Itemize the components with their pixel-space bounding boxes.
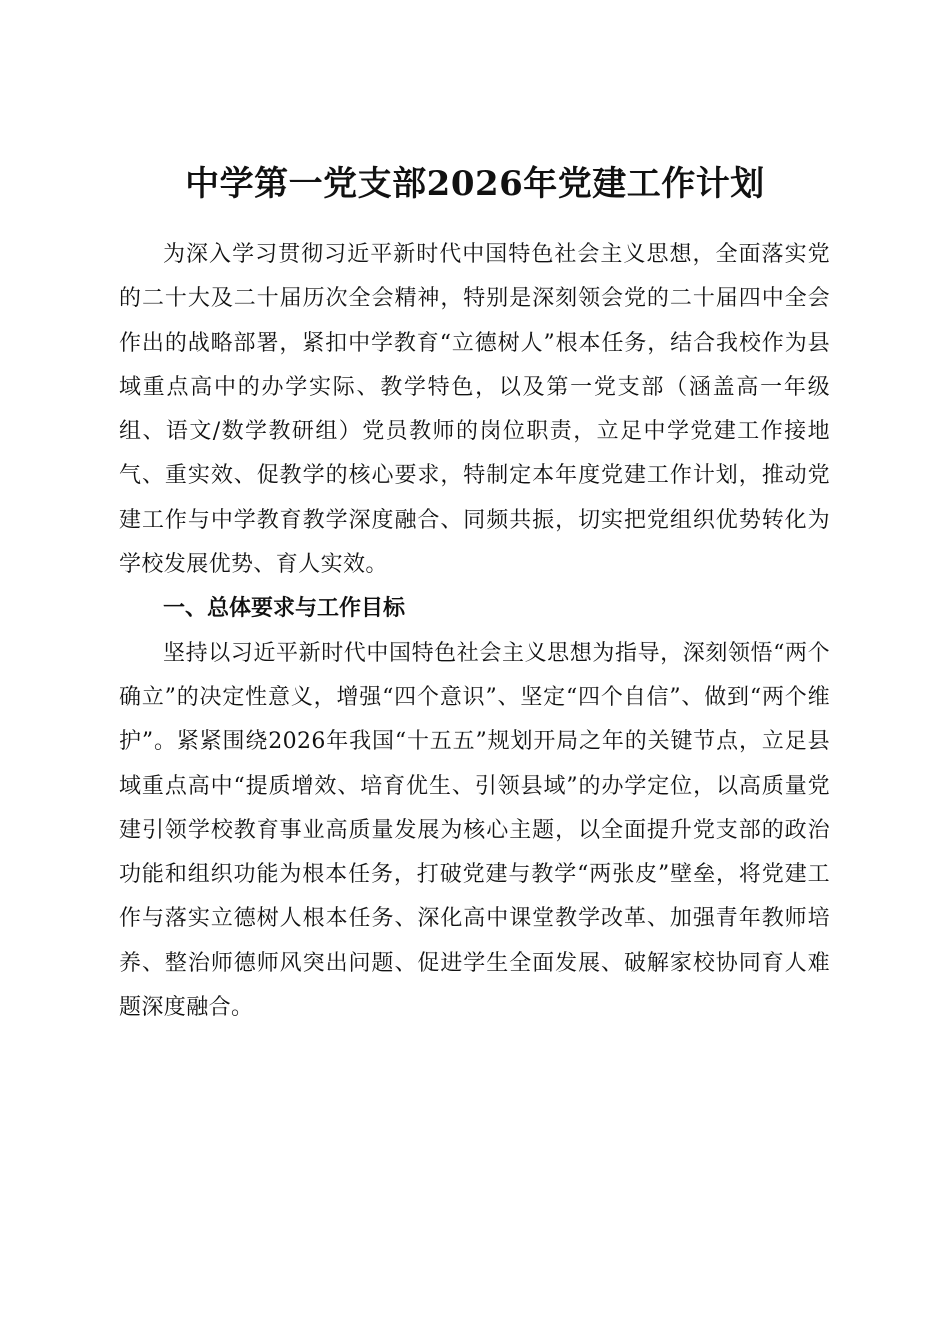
document-body: [119, 233, 830, 1030]
document-title: 中学第一党支部2026年党建工作计划: [185, 163, 765, 204]
intro-paragraph: 为深入学习贯彻习近平新时代中国特色社会主义思想，全面落实党的二十大及二十届历次全会精神，特别是深刻领会党的二十届四中全会作出的战略部署，紧扣中学教育“立德树人”根本任务，结合我校作为县域重点高中的办学实际、教学特色，以及第一党支部（涵盖高一年级组、语文/数学教研组）党员教师的岗位职责，立足中学党建工作接地气、重实效、促教学的核心要求，特制定本年度党建工作计划，推动党建工作与中学教育教学深度融合、同频共振，切实把党组织优势转化为学校发展优势、育人实效。: [119, 242, 830, 578]
section-heading: 一、总体要求与工作目标: [163, 596, 406, 622]
section-paragraph: 坚持以习近平新时代中国特色社会主义思想为指导，深刻领悟“两个确立”的决定性意义，增强“四个意识”、坚定“四个自信”、做到“两个维护”。紧紧围绕2026年我国“十五五”规划开局之年的关键节点，立足县域重点高中“提质增效、培育优生、引领县域”的办学定位，以高质量党建引领学校教育事业高质量发展为核心主题，以全面提升党支部的政治功能和组织功能为根本任务，打破党建与教学“两张皮”壁垒，将党建工作与落实立德树人根本任务、深化高中课堂教学改革、加强青年教师培养、整治师德师风突出问题、促进学生全面发展、破解家校协同育人难题深度融合。: [119, 640, 830, 1021]
